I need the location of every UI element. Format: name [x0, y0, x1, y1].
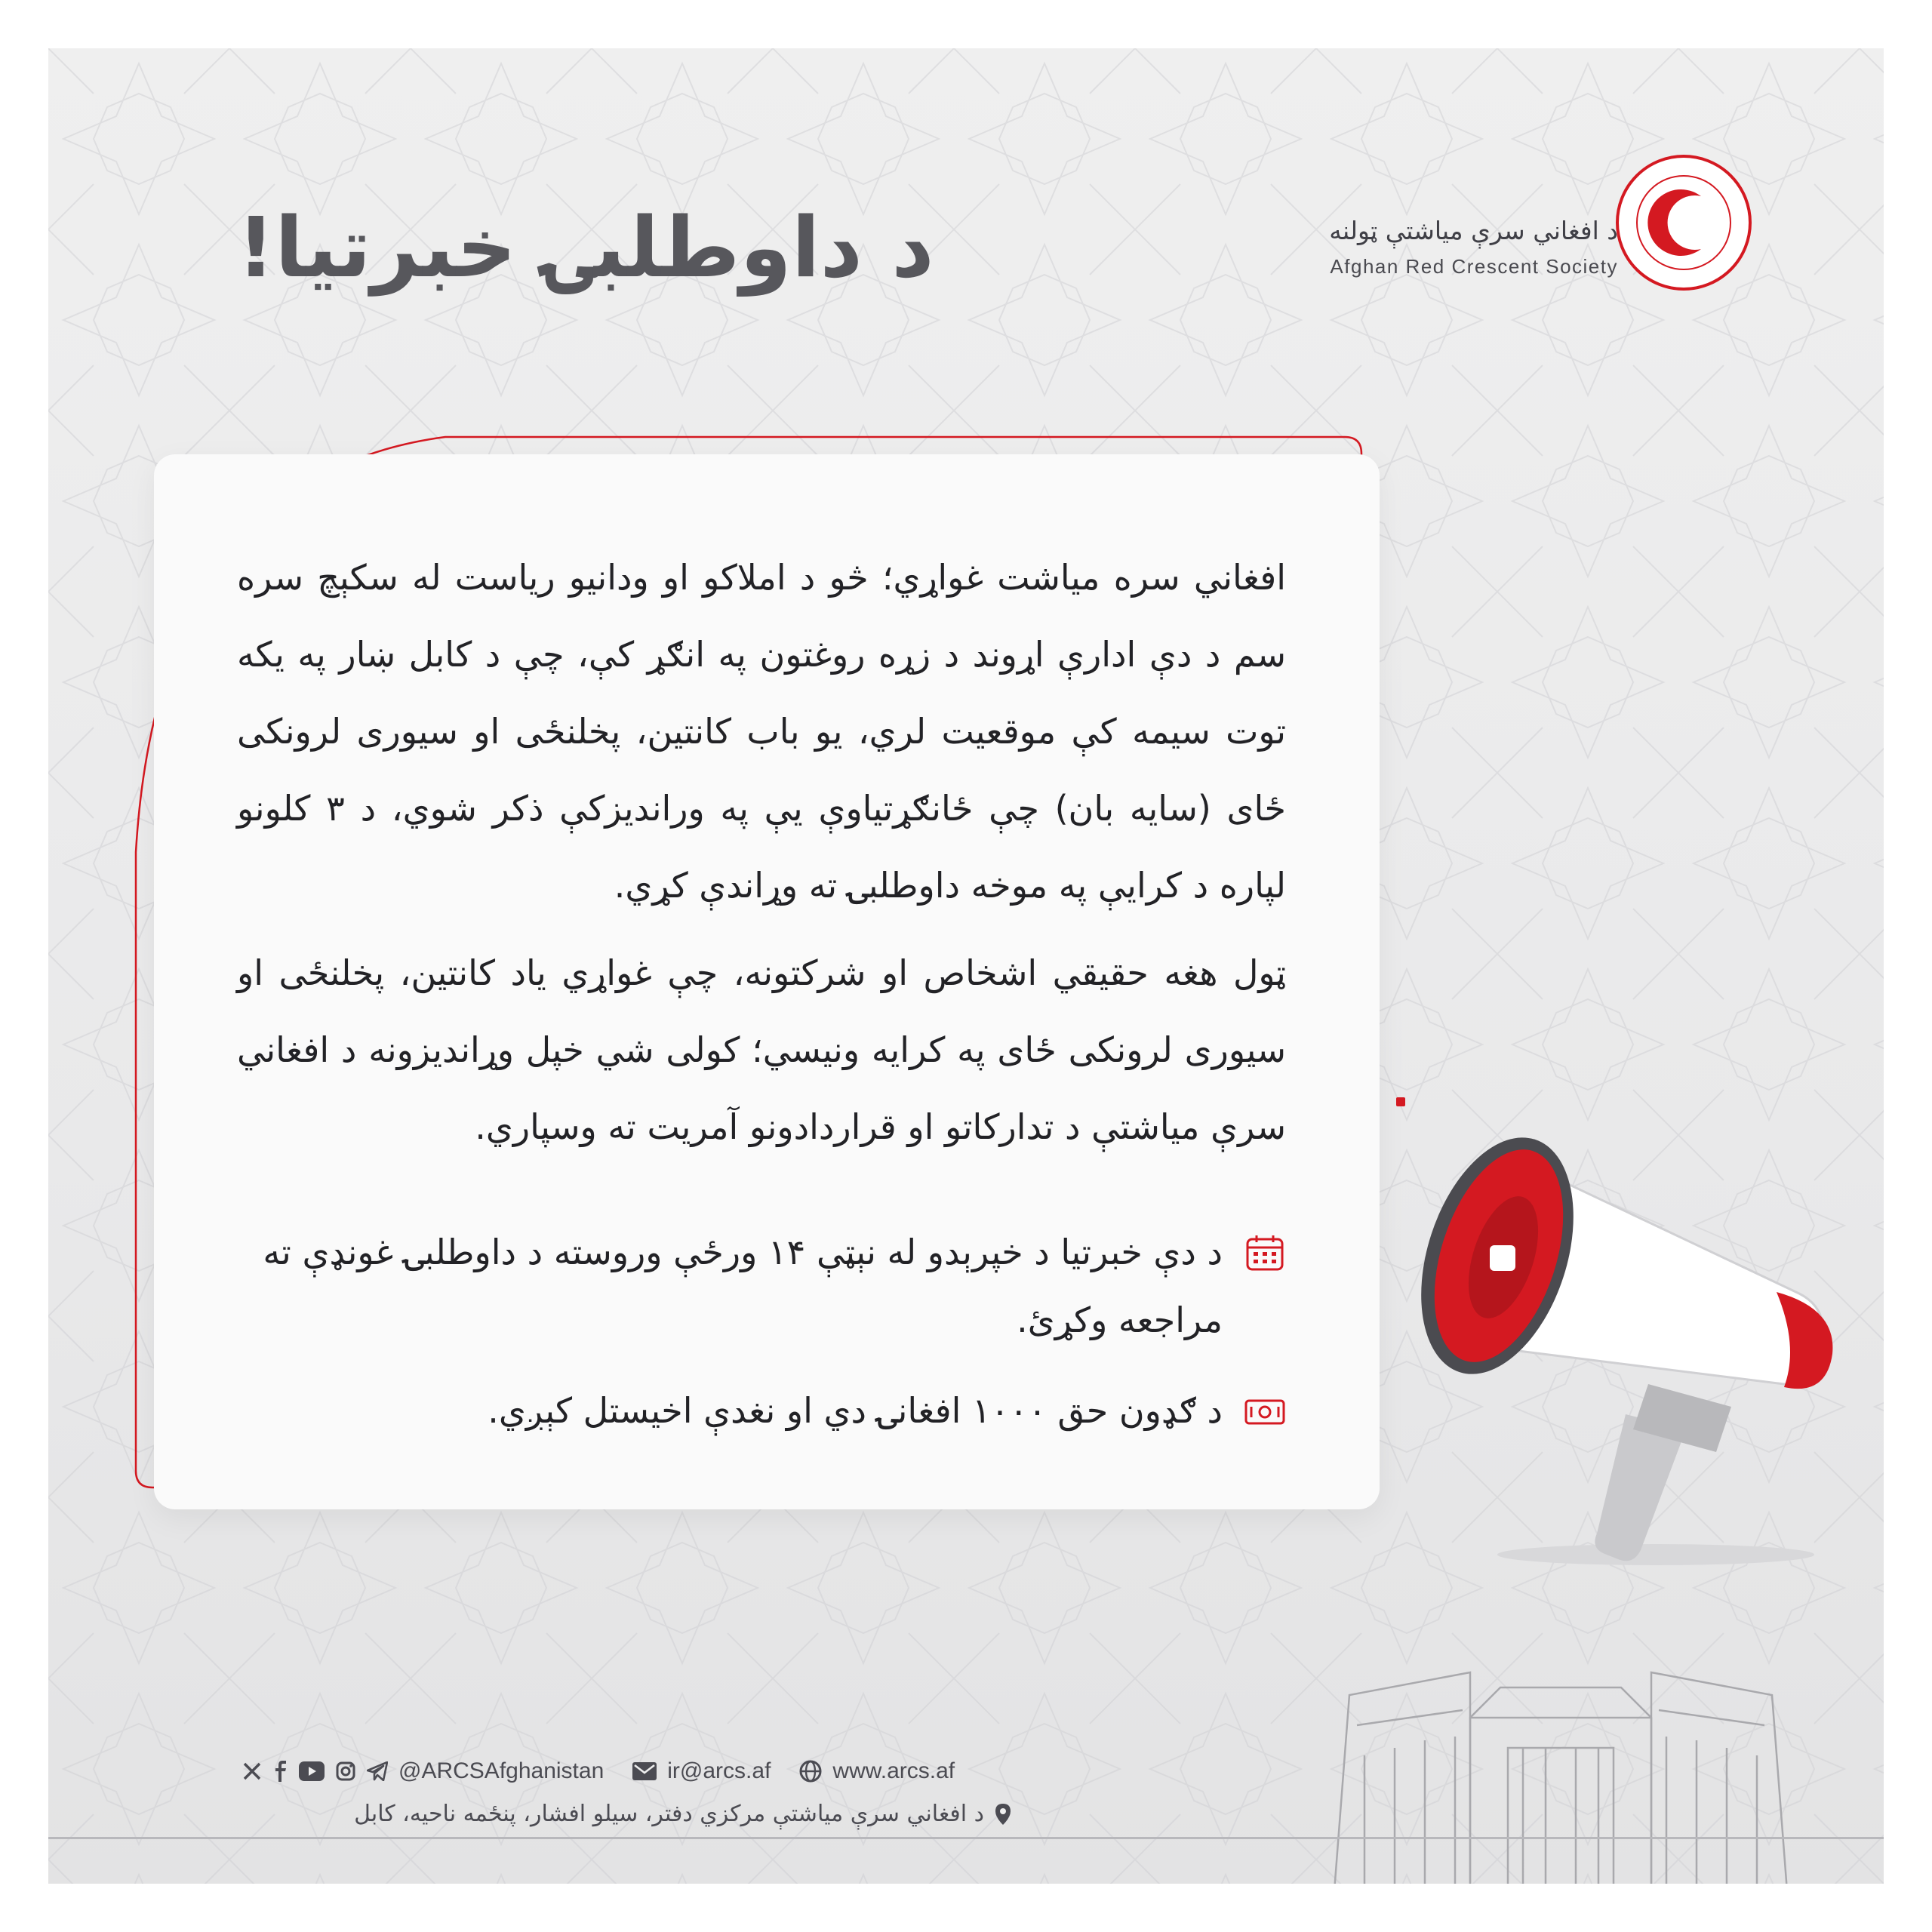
org-name-english: Afghan Red Crescent Society [1330, 255, 1618, 278]
headquarters-building-illustration [1319, 1642, 1802, 1884]
red-crescent-logo-icon [1612, 151, 1755, 294]
page-title: د داوطلبۍ خبرتیا! [237, 199, 934, 296]
email-text: ir@arcs.af [667, 1758, 771, 1783]
address-text: د افغاني سرې میاشتې مرکزي دفتر، سیلو افشار، پنځمه ناحیه، کابل [354, 1801, 984, 1827]
money-icon [1244, 1390, 1286, 1432]
telegram-icon[interactable] [367, 1761, 388, 1781]
poster-frame [48, 48, 1884, 1884]
announcement-paragraph-2: ټول هغه حقیقي اشخاص او شرکتونه، چې غواړي یاد کانتین، پخلنځی او سیوری لرونکی ځای په کرایه ونیسي؛ کولی شي خپل وړاندیزونه د افغاني سرې میاشتې د تدارکاتو او قراردادونو آمریت ته وسپاري. [237, 952, 1286, 1147]
announcement-paragraph-1: افغاني سره میاشت غواړي؛ څو د املاکو او ودانیو ریاست له سکېچ سره سم د دې ادارې اړوند د زړه روغتون په انګړ کې، چې د کابل ښار په یکه توت سیمه کې موقعیت لري، یو باب کانتین، پخلنځی او سیوری لرونکی ځای (سایه بان) چې ځانګړتیاوې یې په ورانديزكې ذکر شوي، د ۳ کلونو لپاره د کرایې په موخه داوطلبۍ ته وړاندې کړي. [237, 557, 1286, 906]
mail-icon [632, 1762, 657, 1780]
location-pin-icon [995, 1803, 1011, 1826]
footer-contact-row [242, 1758, 1072, 1784]
social-handle[interactable]: @ARCSAfghanistan [398, 1758, 605, 1783]
globe-icon [799, 1760, 822, 1783]
bullet-fee-text: د ګډون حق ۱۰۰۰ افغانۍ دي او نغدې اخیستل کېږي. [488, 1390, 1223, 1431]
instagram-icon[interactable] [335, 1761, 356, 1782]
announcement-body [237, 539, 1286, 1176]
x-icon[interactable] [242, 1761, 263, 1782]
email-link[interactable] [632, 1758, 771, 1784]
website-text: www.arcs.af [832, 1758, 955, 1783]
facebook-icon[interactable] [273, 1761, 288, 1782]
website-link[interactable] [799, 1758, 955, 1784]
footer-address-row [242, 1801, 1011, 1827]
bullet-deadline-text: د دې خبرتیا د خپرېدو له نېټې ۱۴ ورځې وروسته د داوطلبۍ غونډې ته مراجعه وکړئ. [263, 1232, 1223, 1340]
calendar-icon [1244, 1232, 1286, 1274]
footer-baseline [48, 1837, 1884, 1839]
org-name-pashto: د افغاني سرې میاشتې ټولنه [1329, 216, 1618, 245]
bullet-deadline [237, 1218, 1286, 1354]
social-links [242, 1758, 604, 1784]
bullet-fee [237, 1377, 1286, 1444]
youtube-icon[interactable] [299, 1761, 325, 1781]
megaphone-icon [1377, 1097, 1875, 1580]
